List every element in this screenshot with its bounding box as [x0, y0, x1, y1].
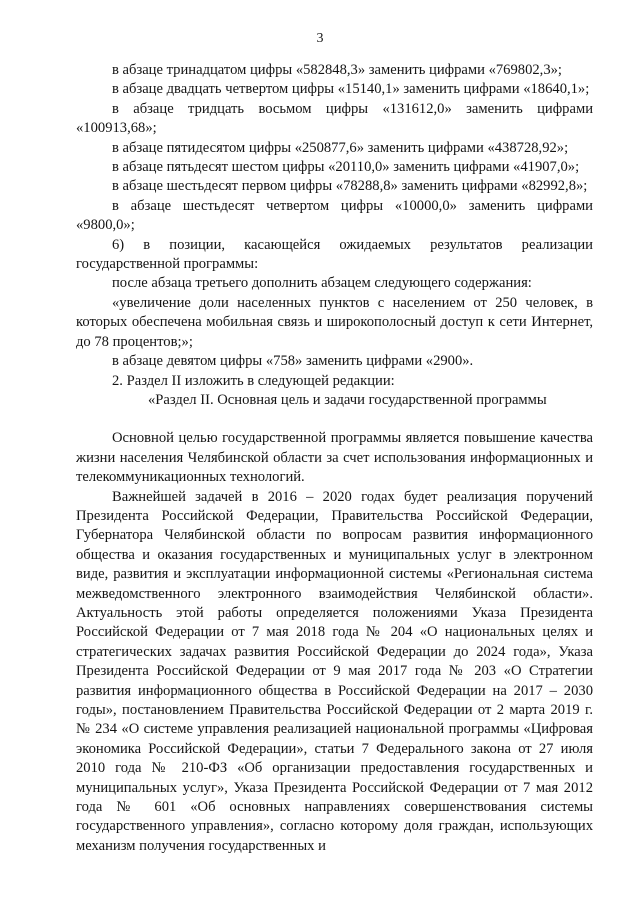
paragraph-amend-38: в абзаце тридцать восьмом цифры «131612,0» заменить цифрами «100913,68»;: [76, 100, 593, 137]
paragraph-item-6: 6) в позиции, касающейся ожидаемых результатов реализации государственной программы:: [76, 236, 593, 273]
paragraph-section-2-instruction: 2. Раздел II изложить в следующей редакции:: [112, 372, 395, 389]
paragraph-amend-61: в абзаце шестьдесят первом цифры «78288,8» заменить цифрами «82992,8»;: [112, 178, 588, 195]
document-body: [76, 61, 593, 856]
paragraph-amend-13: в абзаце тринадцатом цифры «582848,3» заменить цифрами «769802,3»;: [112, 62, 562, 78]
paragraph-amend-24: в абзаце двадцать четвертом цифры «15140,1» заменить цифрами «18640,1»;: [112, 81, 590, 98]
paragraph-amend-64: в абзаце шестьдесят четвертом цифры «10000,0» заменить цифрами «9800,0»;: [76, 197, 593, 234]
paragraph-amend-56: в абзаце пятьдесят шестом цифры «20110,0» заменить цифрами «41907,0»;: [112, 159, 580, 176]
page-number: 3: [316, 31, 324, 46]
paragraph-main-goal: Основной целью государственной программы является повышение качества жизни населения Челябинской области за счет использования информационных и телекоммуникационных технологий.: [76, 430, 593, 486]
paragraph-amend-9: в абзаце девятом цифры «758» заменить цифрами «2900».: [112, 353, 474, 370]
paragraph-main-task: Важнейшей задачей в 2016 – 2020 годах будет реализация поручений Президента Российской Федерации, Правительства Российской Федерации, Губернатора Челябинской области по вопросам развития информационного общества и оказания государственных и муниципальных услуг в электронном виде, развития и эксплуатации информационной системы «Региональная система межведомственного электронного взаимодействия Челябинской области». Актуальность этой работы определяется положениями Указа Президента Российской Федерации от 7 мая 2018 года № 204 «О национальных целях и стратегических задачах развития Российской Федерации до 2024 года», Указа Президента Российской Федерации от 9 мая 2017 года № 203 «О Стратегии развития информационного общества в Российской Федерации на 2017 – 2030 годы», постановлением Правительства Российской Федерации от 2 марта 2019 г. № 234 «О системе управления реализацией национальной программы «Цифровая экономика Российской Федерации», статьи 7 Федерального закона от 27 июля 2010 года № 210-ФЗ «Об организации предоставления государственных и муниципальных услуг», Указа Президента Российской Федерации от 7 мая 2012 года № 601 «Об основных направлениях совершенствования системы государственного управления», согласно которому доля граждан, использующих механизм получения государственных и: [76, 488, 593, 854]
paragraph-add-after-third: после абзаца третьего дополнить абзацем следующего содержания:: [112, 275, 532, 292]
paragraph-quoted-insert: «увеличение доли населенных пунктов с населением от 250 человек, в которых обеспечена мобильная связь и широкополосный доступ к сети Интернет, до 78 процентов;»;: [76, 294, 593, 350]
section-heading: «Раздел II. Основная цель и задачи государственной программы: [148, 391, 547, 408]
paragraph-amend-50: в абзаце пятидесятом цифры «250877,6» заменить цифрами «438728,92»;: [112, 139, 569, 156]
